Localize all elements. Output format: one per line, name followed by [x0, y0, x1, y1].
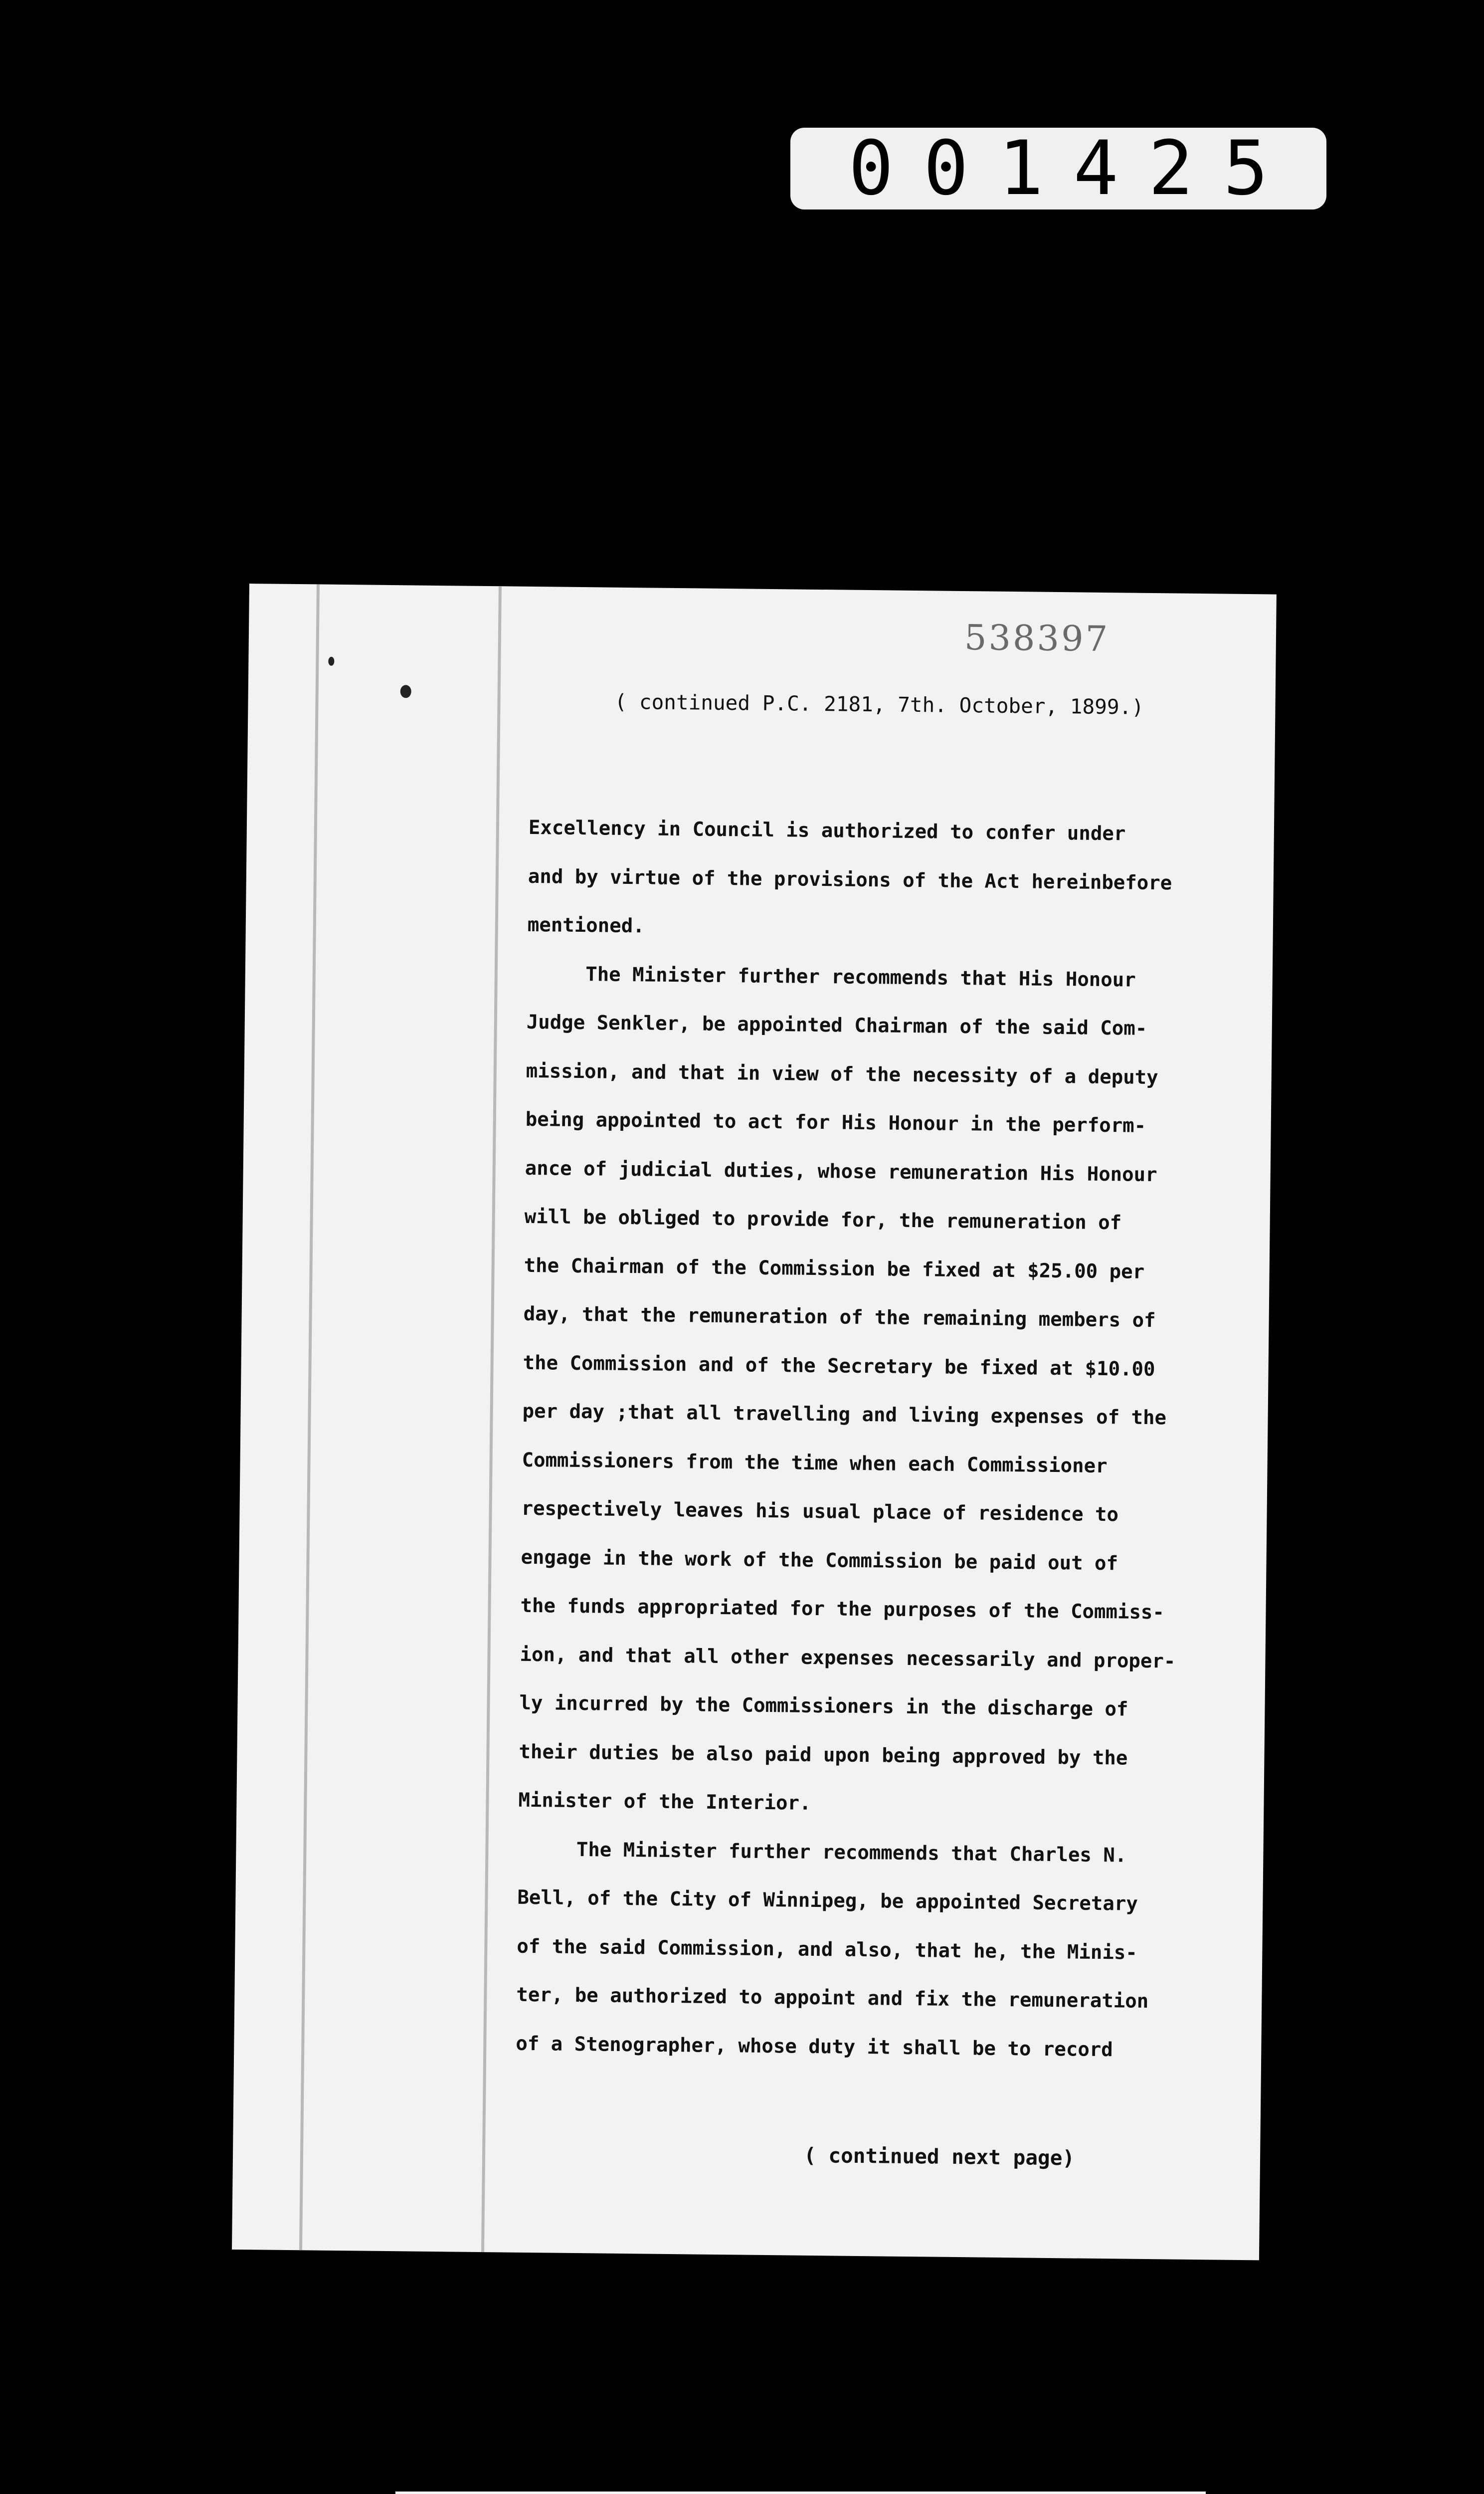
body-line: mentioned.: [527, 913, 645, 938]
stamp-number: 538397: [964, 617, 1110, 660]
body-line: day, that the remuneration of the remaining members of: [523, 1302, 1156, 1332]
ink-mark: [400, 685, 411, 698]
body-line: ance of judicial duties, whose remuneration His Honour: [525, 1157, 1157, 1186]
frame-number: 001425: [848, 125, 1298, 212]
punch-mark: [328, 657, 334, 666]
archive-label: [395, 2492, 1206, 2494]
body-line: Minister of the Interior.: [518, 1789, 811, 1815]
body-line: ion, and that all other expenses necessarily and proper-: [520, 1643, 1176, 1673]
document-body: [516, 804, 1247, 2076]
continued-note: ( continued next page): [803, 2143, 1075, 2170]
body-line: of a Stenographer, whose duty it shall be to record: [516, 2032, 1113, 2061]
body-line: and by virtue of the provisions of the Act hereinbefore: [528, 865, 1172, 894]
body-line: their duties be also paid upon being approved by the: [519, 1740, 1128, 1770]
margin-line-left: [299, 584, 320, 2250]
body-line: The Minister further recommends that His Honour: [527, 962, 1136, 992]
body-line: will be obliged to provide for, the remuneration of: [524, 1205, 1122, 1235]
body-line: ly incurred by the Commissioners in the discharge of: [519, 1691, 1128, 1721]
body-line: per day ;that all travelling and living expenses of the: [522, 1400, 1167, 1430]
body-line: of the said Commission, and also, that he, the Minis-: [517, 1935, 1138, 1964]
body-line: engage in the work of the Commission be paid out of: [521, 1546, 1118, 1575]
body-line: Judge Senkler, be appointed Chairman of the said Com-: [526, 1011, 1147, 1040]
body-line: Commissioners from the time when each Commissioner: [522, 1449, 1108, 1477]
body-line: being appointed to act for His Honour in the perform-: [525, 1108, 1146, 1137]
body-line: respectively leaves his usual place of residence to: [521, 1497, 1119, 1526]
frame-number-badge: [790, 125, 1326, 212]
page-heading: ( continued P.C. 2181, 7th. October, 1899.): [614, 689, 1144, 719]
margin-line-right: [481, 586, 502, 2252]
body-line: ter, be authorized to appoint and fix the remuneration: [516, 1983, 1149, 2013]
document-page: [232, 584, 1277, 2260]
body-line: The Minister further recommends that Charles N.: [518, 1838, 1127, 1867]
body-line: mission, and that in view of the necessity of a deputy: [526, 1059, 1158, 1089]
body-line: Excellency in Council is authorized to confer under: [528, 816, 1126, 845]
body-line: the Commission and of the Secretary be fixed at $10.00: [523, 1351, 1155, 1381]
body-line: the funds appropriated for the purposes of the Commiss-: [520, 1594, 1165, 1624]
body-line: the Chairman of the Commission be fixed at $25.00 per: [524, 1254, 1145, 1283]
body-line: Bell, of the City of Winnipeg, be appointed Secretary: [517, 1886, 1138, 1915]
